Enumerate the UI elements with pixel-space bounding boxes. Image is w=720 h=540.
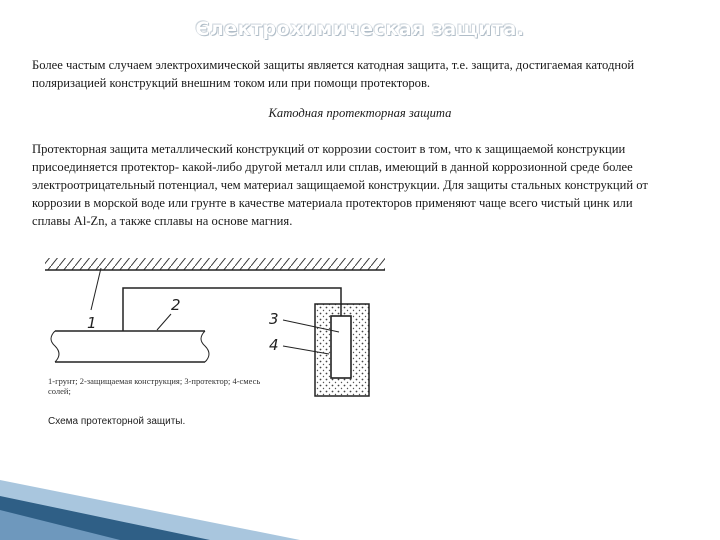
- label-2: 2: [171, 296, 181, 314]
- protector-anode: [331, 316, 351, 378]
- ground-hatching: [45, 258, 385, 270]
- intro-paragraph: Более частым случаем электрохимической защиты является катодная защита, т.е. защита, достигаемая катодной поляризацией конструкций внешним током или при помощи протекторов.: [32, 58, 635, 90]
- connecting-wire: [123, 288, 341, 331]
- body-paragraph: Протекторная защита металлический конструкций от коррозии состоит в том, что к защищаемой конструкции присоединяется протектор- какой-либо другой металл или сплав, имеющий в данной коррозионной среде более электроотрицательный потенциал, чем материал защищаемой конструкции. Для защиты стальных конструкций от коррозии в морской воде или грунте в качестве материала протекторов применяют чаще всего чистый цинк или сплавы Al-Zn, а также сплавы на основе магния.: [32, 142, 648, 228]
- protector-diagram: [43, 246, 387, 436]
- structure-break-right: [201, 331, 209, 362]
- corner-decoration: [0, 450, 300, 540]
- diagram-svg: [43, 246, 387, 436]
- subheading: Катодная протекторная защита: [268, 106, 452, 120]
- figure-caption: Схема протекторной защиты.: [48, 416, 186, 427]
- diagram-legend: 1-грунт; 2-защищаемая конструкция; 3-протектор; 4-смесь солей;: [48, 376, 261, 396]
- structure-break-left: [51, 331, 59, 362]
- leader-1: [91, 268, 101, 310]
- label-3: 3: [269, 310, 279, 328]
- leader-2: [157, 314, 171, 330]
- label-1: 1: [87, 314, 97, 332]
- slide-title: Єлектрохимическая защита.: [195, 18, 525, 40]
- label-4: 4: [269, 336, 279, 354]
